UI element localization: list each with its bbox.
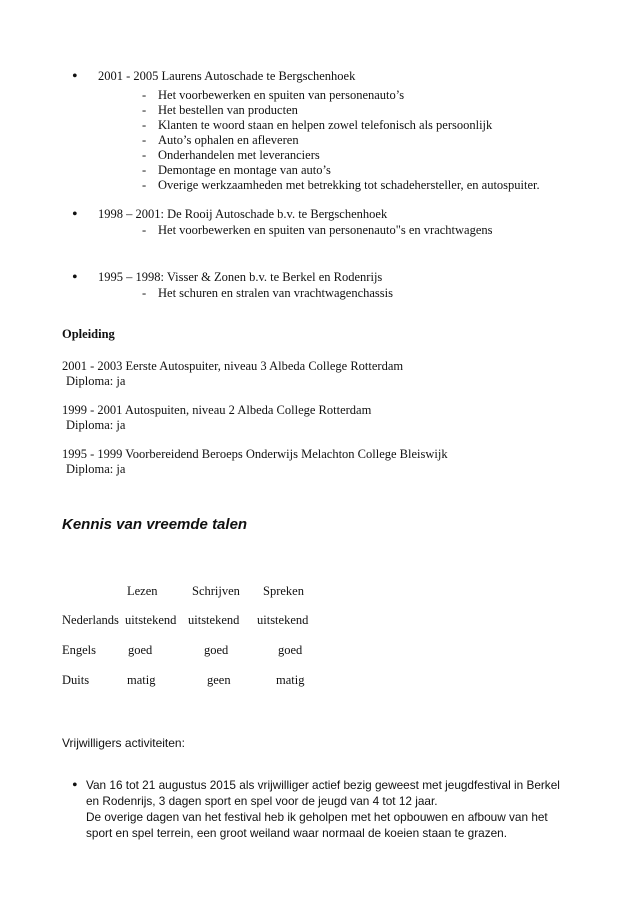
- bullet-icon: •: [72, 777, 78, 794]
- job-title: 2001 - 2005 Laurens Autoschade te Bergschenhoek: [98, 69, 356, 83]
- language-level: goed: [128, 643, 153, 657]
- language-level: matig: [127, 673, 156, 687]
- education-line: 2001 - 2003 Eerste Autospuiter, niveau 3 Albeda College Rotterdam: [62, 359, 404, 373]
- language-level: uitstekend: [257, 613, 309, 627]
- job-task: Klanten te woord staan en helpen zowel telefonisch als persoonlijk: [158, 118, 493, 132]
- dash-icon: -: [142, 118, 147, 132]
- job-task: Overige werkzaamheden met betrekking tot schadehersteller, en autospuiter.: [158, 178, 540, 192]
- education-heading: Opleiding: [62, 327, 115, 341]
- education-line: 1995 - 1999 Voorbereidend Beroeps Onderwijs Melachton College Bleiswijk: [62, 447, 448, 461]
- job-task: Auto’s ophalen en afleveren: [158, 133, 299, 147]
- volunteer-line: Van 16 tot 21 augustus 2015 als vrijwilliger actief bezig geweest met jeugdfestival in Berkel: [86, 778, 560, 792]
- language-level: uitstekend: [125, 613, 177, 627]
- column-header: Schrijven: [192, 584, 240, 598]
- bullet-icon: •: [72, 206, 78, 223]
- bullet-icon: •: [72, 68, 78, 85]
- job-task: Het bestellen van producten: [158, 103, 298, 117]
- job-task: Onderhandelen met leveranciers: [158, 148, 320, 162]
- job-task: Het voorbewerken en spuiten van personenauto"s en vrachtwagens: [158, 223, 493, 237]
- language-name: Nederlands: [62, 613, 119, 627]
- dash-icon: -: [142, 148, 147, 162]
- education-line: 1999 - 2001 Autospuiten, niveau 2 Albeda College Rotterdam: [62, 403, 372, 417]
- column-header: Spreken: [263, 584, 304, 598]
- dash-icon: -: [142, 88, 147, 102]
- volunteer-line: De overige dagen van het festival heb ik geholpen met het opbouwen en afbouw van het: [86, 810, 548, 824]
- language-name: Duits: [62, 673, 90, 687]
- column-header: Lezen: [127, 584, 158, 598]
- diploma-text: Diploma: ja: [66, 462, 126, 476]
- language-level: goed: [278, 643, 303, 657]
- volunteer-line: en Rodenrijs, 3 dagen sport en spel voor de jeugd van 4 tot 12 jaar.: [86, 794, 438, 808]
- job-task: Het schuren en stralen van vrachtwagenchassis: [158, 286, 393, 300]
- language-name: Engels: [62, 643, 97, 657]
- language-level: goed: [204, 643, 229, 657]
- dash-icon: -: [142, 163, 147, 177]
- diploma-text: Diploma: ja: [66, 418, 126, 432]
- dash-icon: -: [142, 286, 147, 300]
- job-title: 1995 – 1998: Visser & Zonen b.v. te Berkel en Rodenrijs: [98, 270, 383, 284]
- volunteer-line: sport en spel terrein, een groot weiland waar normaal de koeien staan te grazen.: [86, 826, 508, 840]
- diploma-text: Diploma: ja: [66, 374, 126, 388]
- dash-icon: -: [142, 103, 147, 117]
- language-level: geen: [207, 673, 231, 687]
- job-task: Het voorbewerken en spuiten van personenauto’s: [158, 88, 405, 102]
- language-level: matig: [276, 673, 305, 687]
- language-level: uitstekend: [188, 613, 240, 627]
- dash-icon: -: [142, 178, 147, 192]
- job-title: 1998 – 2001: De Rooij Autoschade b.v. te Bergschenhoek: [98, 207, 388, 221]
- job-task: Demontage en montage van auto’s: [158, 163, 331, 177]
- dash-icon: -: [142, 223, 147, 237]
- bullet-icon: •: [72, 269, 78, 286]
- dash-icon: -: [142, 133, 147, 147]
- volunteer-heading: Vrijwilligers activiteiten:: [62, 736, 185, 750]
- languages-heading: Kennis van vreemde talen: [62, 516, 248, 533]
